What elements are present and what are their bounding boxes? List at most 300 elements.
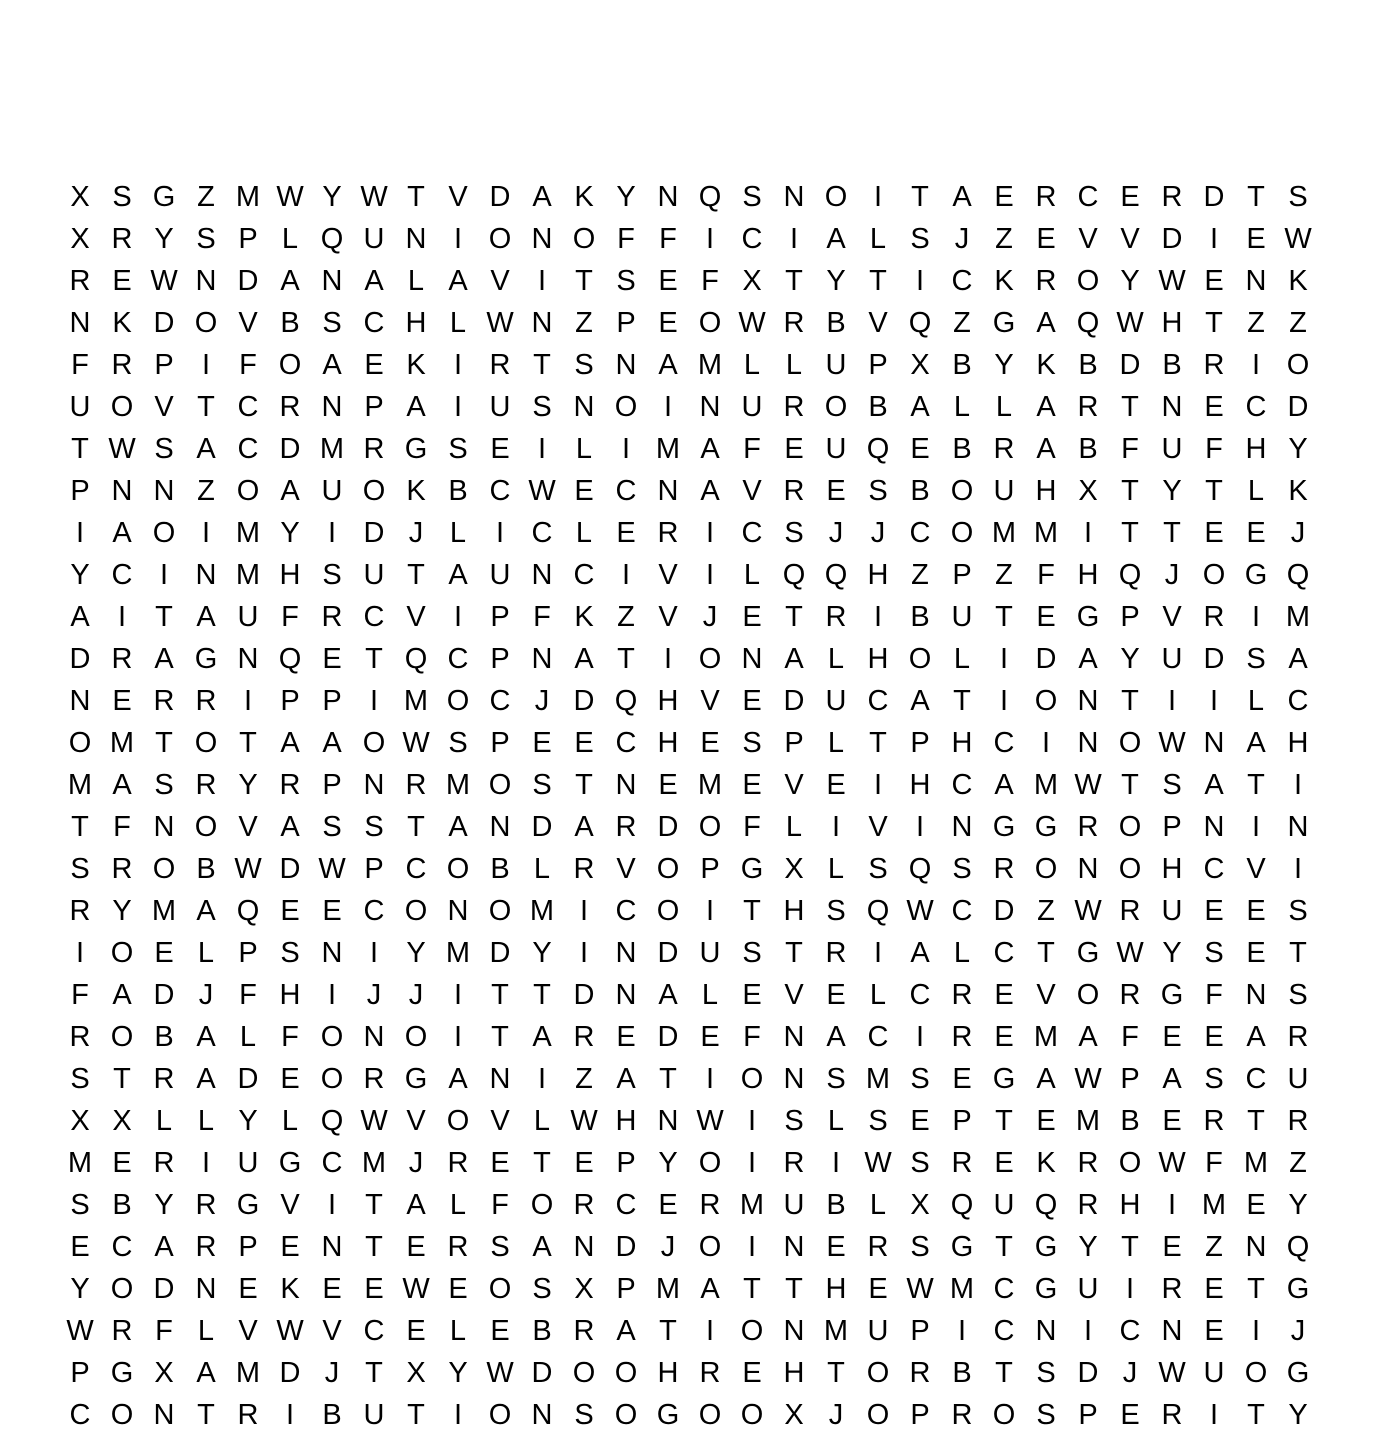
grid-letter[interactable]: F <box>659 222 677 255</box>
grid-letter[interactable]: L <box>743 558 761 591</box>
grid-letter[interactable]: I <box>495 516 505 549</box>
grid-letter[interactable]: F <box>155 1314 173 1347</box>
grid-letter[interactable]: N <box>1203 726 1225 759</box>
grid-letter[interactable]: V <box>322 1314 342 1347</box>
grid-letter[interactable]: R <box>825 600 847 633</box>
grid-letter[interactable]: T <box>1163 516 1181 549</box>
grid-letter[interactable]: S <box>112 180 132 213</box>
grid-letter[interactable]: L <box>953 642 971 675</box>
grid-letter[interactable]: A <box>154 1230 174 1263</box>
grid-letter[interactable]: U <box>1077 1272 1099 1305</box>
grid-letter[interactable]: D <box>279 852 301 885</box>
grid-letter[interactable]: N <box>531 222 553 255</box>
grid-letter[interactable]: E <box>574 726 594 759</box>
grid-letter[interactable]: H <box>279 558 301 591</box>
grid-letter[interactable]: M <box>361 1146 387 1179</box>
grid-letter[interactable]: I <box>1041 726 1051 759</box>
grid-letter[interactable]: N <box>489 1062 511 1095</box>
grid-letter[interactable]: D <box>1077 1356 1099 1389</box>
grid-letter[interactable]: M <box>109 726 135 759</box>
grid-letter[interactable]: C <box>1203 852 1225 885</box>
grid-letter[interactable]: E <box>1204 1314 1224 1347</box>
grid-letter[interactable]: V <box>406 600 426 633</box>
grid-letter[interactable]: R <box>279 390 301 423</box>
grid-letter[interactable]: H <box>909 768 931 801</box>
grid-letter[interactable]: F <box>71 978 89 1011</box>
grid-letter[interactable]: A <box>658 978 678 1011</box>
grid-letter[interactable]: R <box>993 852 1015 885</box>
grid-letter[interactable]: E <box>1204 1272 1224 1305</box>
grid-letter[interactable]: N <box>783 1020 805 1053</box>
grid-letter[interactable]: S <box>952 852 972 885</box>
grid-letter[interactable]: Z <box>995 558 1013 591</box>
grid-letter[interactable]: E <box>826 768 846 801</box>
grid-letter[interactable]: R <box>195 1230 217 1263</box>
grid-letter[interactable]: R <box>1161 180 1183 213</box>
grid-letter[interactable]: A <box>448 264 468 297</box>
grid-letter[interactable]: I <box>1125 1272 1135 1305</box>
grid-letter[interactable]: S <box>154 768 174 801</box>
grid-letter[interactable]: A <box>448 810 468 843</box>
grid-letter[interactable]: O <box>614 390 638 423</box>
grid-letter[interactable]: Y <box>154 222 174 255</box>
grid-letter[interactable]: R <box>1035 180 1057 213</box>
grid-letter[interactable]: Q <box>614 684 638 717</box>
grid-letter[interactable]: I <box>1167 1188 1177 1221</box>
grid-letter[interactable]: P <box>616 1146 636 1179</box>
grid-letter[interactable]: Q <box>698 180 722 213</box>
grid-letter[interactable]: O <box>740 1398 764 1431</box>
grid-letter[interactable]: A <box>952 180 972 213</box>
grid-letter[interactable]: G <box>194 642 218 675</box>
grid-letter[interactable]: X <box>70 1104 90 1137</box>
grid-letter[interactable]: V <box>784 768 804 801</box>
grid-letter[interactable]: H <box>1035 474 1057 507</box>
grid-letter[interactable]: S <box>280 936 300 969</box>
grid-letter[interactable]: Q <box>1034 1188 1058 1221</box>
grid-letter[interactable]: I <box>201 348 211 381</box>
grid-letter[interactable]: E <box>280 1062 300 1095</box>
grid-letter[interactable]: K <box>1288 474 1308 507</box>
grid-letter[interactable]: T <box>785 600 803 633</box>
grid-letter[interactable]: M <box>1243 1146 1269 1179</box>
grid-letter[interactable]: C <box>909 978 931 1011</box>
grid-letter[interactable]: P <box>280 684 300 717</box>
grid-letter[interactable]: O <box>194 810 218 843</box>
grid-letter[interactable]: Q <box>1118 558 1142 591</box>
grid-letter[interactable]: A <box>448 1062 468 1095</box>
grid-letter[interactable]: C <box>615 726 637 759</box>
grid-letter[interactable]: O <box>572 222 596 255</box>
grid-letter[interactable]: U <box>825 432 847 465</box>
grid-letter[interactable]: M <box>949 1272 975 1305</box>
grid-letter[interactable]: O <box>68 726 92 759</box>
grid-letter[interactable]: O <box>656 894 680 927</box>
grid-letter[interactable]: A <box>1036 390 1056 423</box>
grid-letter[interactable]: C <box>993 936 1015 969</box>
grid-letter[interactable]: L <box>281 222 299 255</box>
grid-letter[interactable]: E <box>448 1272 468 1305</box>
grid-letter[interactable]: N <box>1077 852 1099 885</box>
grid-letter[interactable]: E <box>826 978 846 1011</box>
grid-letter[interactable]: T <box>1247 180 1265 213</box>
grid-letter[interactable]: C <box>867 684 889 717</box>
grid-letter[interactable]: S <box>532 390 552 423</box>
grid-letter[interactable]: G <box>404 432 428 465</box>
grid-letter[interactable]: X <box>910 348 930 381</box>
grid-letter[interactable]: R <box>111 222 133 255</box>
grid-letter[interactable]: C <box>993 1314 1015 1347</box>
grid-letter[interactable]: I <box>1293 852 1303 885</box>
grid-letter[interactable]: R <box>1077 390 1099 423</box>
grid-letter[interactable]: X <box>154 1356 174 1389</box>
grid-letter[interactable]: R <box>405 768 427 801</box>
grid-letter[interactable]: S <box>826 894 846 927</box>
grid-letter[interactable]: B <box>910 474 930 507</box>
grid-letter[interactable]: D <box>531 810 553 843</box>
grid-letter[interactable]: I <box>999 642 1009 675</box>
grid-letter[interactable]: U <box>69 390 91 423</box>
grid-letter[interactable]: O <box>866 1356 890 1389</box>
grid-letter[interactable]: N <box>657 180 679 213</box>
grid-letter[interactable]: S <box>910 1146 930 1179</box>
grid-letter[interactable]: L <box>533 852 551 885</box>
grid-letter[interactable]: D <box>1119 348 1141 381</box>
grid-letter[interactable]: R <box>1203 348 1225 381</box>
grid-letter[interactable]: A <box>1036 432 1056 465</box>
grid-letter[interactable]: E <box>406 1230 426 1263</box>
grid-letter[interactable]: P <box>322 684 342 717</box>
grid-letter[interactable]: F <box>743 1020 761 1053</box>
grid-letter[interactable]: T <box>1247 1104 1265 1137</box>
grid-letter[interactable]: J <box>408 516 424 549</box>
grid-letter[interactable]: B <box>448 474 468 507</box>
grid-letter[interactable]: Y <box>532 936 552 969</box>
grid-letter[interactable]: O <box>446 684 470 717</box>
grid-letter[interactable]: J <box>660 1230 676 1263</box>
grid-letter[interactable]: C <box>363 894 385 927</box>
grid-letter[interactable]: W <box>1116 936 1144 969</box>
grid-letter[interactable]: X <box>784 852 804 885</box>
grid-letter[interactable]: Q <box>1286 558 1310 591</box>
grid-letter[interactable]: N <box>69 684 91 717</box>
grid-letter[interactable]: B <box>952 1356 972 1389</box>
grid-letter[interactable]: T <box>197 1398 215 1431</box>
grid-letter[interactable]: U <box>321 474 343 507</box>
grid-letter[interactable]: Z <box>995 222 1013 255</box>
grid-letter[interactable]: Y <box>238 1104 258 1137</box>
grid-letter[interactable]: T <box>407 180 425 213</box>
grid-letter[interactable]: R <box>1035 264 1057 297</box>
grid-letter[interactable]: N <box>363 768 385 801</box>
grid-letter[interactable]: V <box>238 810 258 843</box>
grid-letter[interactable]: D <box>1035 642 1057 675</box>
grid-letter[interactable]: H <box>783 894 805 927</box>
grid-letter[interactable]: Z <box>617 600 635 633</box>
grid-letter[interactable]: T <box>155 600 173 633</box>
grid-letter[interactable]: Y <box>658 1146 678 1179</box>
grid-letter[interactable]: O <box>698 1398 722 1431</box>
grid-letter[interactable]: E <box>322 894 342 927</box>
grid-letter[interactable]: G <box>1034 1272 1058 1305</box>
grid-letter[interactable]: T <box>239 726 257 759</box>
grid-letter[interactable]: E <box>1204 390 1224 423</box>
grid-letter[interactable]: A <box>910 936 930 969</box>
grid-letter[interactable]: N <box>111 474 133 507</box>
grid-letter[interactable]: Z <box>575 306 593 339</box>
grid-letter[interactable]: O <box>530 1188 554 1221</box>
grid-letter[interactable]: H <box>1287 726 1309 759</box>
grid-letter[interactable]: A <box>910 684 930 717</box>
grid-letter[interactable]: C <box>363 306 385 339</box>
grid-letter[interactable]: M <box>235 180 261 213</box>
grid-letter[interactable]: P <box>952 1104 972 1137</box>
grid-letter[interactable]: N <box>573 1230 595 1263</box>
grid-letter[interactable]: K <box>574 600 594 633</box>
grid-letter[interactable]: A <box>196 432 216 465</box>
grid-letter[interactable]: O <box>110 1020 134 1053</box>
grid-letter[interactable]: E <box>910 432 930 465</box>
grid-letter[interactable]: L <box>869 978 887 1011</box>
grid-letter[interactable]: Z <box>197 180 215 213</box>
grid-letter[interactable]: I <box>1251 600 1261 633</box>
grid-letter[interactable]: O <box>614 1398 638 1431</box>
grid-letter[interactable]: X <box>742 264 762 297</box>
grid-letter[interactable]: R <box>783 1146 805 1179</box>
grid-letter[interactable]: W <box>528 474 556 507</box>
grid-letter[interactable]: U <box>1203 1356 1225 1389</box>
grid-letter[interactable]: I <box>831 1146 841 1179</box>
grid-letter[interactable]: I <box>705 558 715 591</box>
grid-letter[interactable]: I <box>747 1146 757 1179</box>
grid-letter[interactable]: P <box>1120 1062 1140 1095</box>
grid-letter[interactable]: I <box>999 684 1009 717</box>
grid-letter[interactable]: D <box>1287 390 1309 423</box>
grid-letter[interactable]: E <box>1246 222 1266 255</box>
grid-letter[interactable]: P <box>1162 810 1182 843</box>
grid-letter[interactable]: K <box>112 306 132 339</box>
grid-letter[interactable]: N <box>615 768 637 801</box>
grid-letter[interactable]: W <box>696 1104 724 1137</box>
grid-letter[interactable]: Y <box>1162 936 1182 969</box>
grid-letter[interactable]: I <box>75 936 85 969</box>
grid-letter[interactable]: N <box>783 1314 805 1347</box>
grid-letter[interactable]: S <box>1036 1398 1056 1431</box>
grid-letter[interactable]: B <box>952 432 972 465</box>
grid-letter[interactable]: O <box>236 474 260 507</box>
grid-letter[interactable]: D <box>657 936 679 969</box>
grid-letter[interactable]: H <box>825 1272 847 1305</box>
grid-letter[interactable]: G <box>1034 1230 1058 1263</box>
grid-letter[interactable]: O <box>866 1398 890 1431</box>
grid-letter[interactable]: E <box>574 1146 594 1179</box>
grid-letter[interactable]: I <box>747 1230 757 1263</box>
grid-letter[interactable]: Y <box>154 1188 174 1221</box>
grid-letter[interactable]: V <box>238 306 258 339</box>
grid-letter[interactable]: M <box>697 348 723 381</box>
grid-letter[interactable]: U <box>363 222 385 255</box>
grid-letter[interactable]: E <box>1246 894 1266 927</box>
grid-letter[interactable]: W <box>318 852 346 885</box>
grid-letter[interactable]: E <box>364 348 384 381</box>
grid-letter[interactable]: E <box>994 180 1014 213</box>
grid-letter[interactable]: C <box>1119 1314 1141 1347</box>
grid-letter[interactable]: Q <box>320 222 344 255</box>
grid-letter[interactable]: Z <box>1289 306 1307 339</box>
grid-letter[interactable]: S <box>154 432 174 465</box>
grid-letter[interactable]: Q <box>908 306 932 339</box>
grid-letter[interactable]: W <box>1284 222 1312 255</box>
grid-letter[interactable]: R <box>1161 1398 1183 1431</box>
grid-letter[interactable]: U <box>237 600 259 633</box>
grid-letter[interactable]: I <box>327 978 337 1011</box>
grid-letter[interactable]: N <box>1161 390 1183 423</box>
grid-letter[interactable]: C <box>573 558 595 591</box>
grid-letter[interactable]: O <box>824 180 848 213</box>
grid-letter[interactable]: T <box>869 264 887 297</box>
grid-letter[interactable]: A <box>322 348 342 381</box>
grid-letter[interactable]: A <box>448 558 468 591</box>
grid-letter[interactable]: C <box>993 726 1015 759</box>
grid-letter[interactable]: I <box>537 264 547 297</box>
grid-letter[interactable]: G <box>110 1356 134 1389</box>
grid-letter[interactable]: H <box>867 642 889 675</box>
grid-letter[interactable]: U <box>783 1188 805 1221</box>
grid-letter[interactable]: O <box>488 1398 512 1431</box>
grid-letter[interactable]: R <box>1161 1272 1183 1305</box>
grid-letter[interactable]: I <box>621 558 631 591</box>
grid-letter[interactable]: H <box>615 1104 637 1137</box>
grid-letter[interactable]: Z <box>1289 1146 1307 1179</box>
grid-letter[interactable]: E <box>700 726 720 759</box>
grid-letter[interactable]: G <box>950 1230 974 1263</box>
grid-letter[interactable]: O <box>1034 852 1058 885</box>
grid-letter[interactable]: V <box>448 180 468 213</box>
grid-letter[interactable]: L <box>995 390 1013 423</box>
grid-letter[interactable]: R <box>489 348 511 381</box>
grid-letter[interactable]: N <box>321 264 343 297</box>
grid-letter[interactable]: M <box>151 894 177 927</box>
grid-letter[interactable]: O <box>614 1356 638 1389</box>
grid-letter[interactable]: C <box>741 222 763 255</box>
grid-letter[interactable]: L <box>827 642 845 675</box>
grid-letter[interactable]: R <box>657 516 679 549</box>
grid-letter[interactable]: O <box>488 222 512 255</box>
grid-letter[interactable]: D <box>657 1020 679 1053</box>
grid-letter[interactable]: E <box>112 1146 132 1179</box>
grid-letter[interactable]: A <box>700 474 720 507</box>
grid-letter[interactable]: R <box>615 810 637 843</box>
grid-letter[interactable]: C <box>951 768 973 801</box>
grid-letter[interactable]: E <box>1204 1020 1224 1053</box>
grid-letter[interactable]: O <box>698 1230 722 1263</box>
grid-letter[interactable]: D <box>237 1062 259 1095</box>
grid-letter[interactable]: D <box>573 978 595 1011</box>
grid-letter[interactable]: E <box>490 1314 510 1347</box>
grid-letter[interactable]: B <box>1162 348 1182 381</box>
grid-letter[interactable]: B <box>280 306 300 339</box>
grid-letter[interactable]: E <box>1246 516 1266 549</box>
grid-letter[interactable]: Q <box>1076 306 1100 339</box>
grid-letter[interactable]: Q <box>1286 1230 1310 1263</box>
grid-letter[interactable]: E <box>952 1062 972 1095</box>
grid-letter[interactable]: T <box>827 1356 845 1389</box>
grid-letter[interactable]: T <box>575 264 593 297</box>
grid-letter[interactable]: O <box>110 1272 134 1305</box>
grid-letter[interactable]: Y <box>322 180 342 213</box>
grid-letter[interactable]: C <box>405 852 427 885</box>
grid-letter[interactable]: A <box>196 894 216 927</box>
grid-letter[interactable]: J <box>534 684 550 717</box>
grid-letter[interactable]: P <box>910 1314 930 1347</box>
grid-letter[interactable]: Y <box>994 348 1014 381</box>
grid-letter[interactable]: T <box>1121 474 1139 507</box>
grid-letter[interactable]: M <box>403 684 429 717</box>
grid-letter[interactable]: N <box>741 642 763 675</box>
grid-letter[interactable]: Q <box>404 642 428 675</box>
grid-letter[interactable]: Y <box>1120 642 1140 675</box>
grid-letter[interactable]: X <box>70 180 90 213</box>
grid-letter[interactable]: R <box>111 348 133 381</box>
grid-letter[interactable]: J <box>1122 1356 1138 1389</box>
grid-letter[interactable]: I <box>831 810 841 843</box>
grid-letter[interactable]: F <box>701 264 719 297</box>
grid-letter[interactable]: O <box>320 1020 344 1053</box>
grid-letter[interactable]: A <box>1204 768 1224 801</box>
grid-letter[interactable]: R <box>111 642 133 675</box>
grid-letter[interactable]: T <box>1121 768 1139 801</box>
grid-letter[interactable]: I <box>621 432 631 465</box>
grid-letter[interactable]: C <box>909 516 931 549</box>
grid-letter[interactable]: A <box>658 348 678 381</box>
grid-letter[interactable]: I <box>1251 810 1261 843</box>
grid-letter[interactable]: G <box>740 852 764 885</box>
grid-letter[interactable]: U <box>951 600 973 633</box>
grid-letter[interactable]: W <box>150 264 178 297</box>
grid-letter[interactable]: N <box>1287 810 1309 843</box>
grid-letter[interactable]: T <box>533 1146 551 1179</box>
grid-letter[interactable]: S <box>742 936 762 969</box>
grid-letter[interactable]: O <box>740 1314 764 1347</box>
grid-letter[interactable]: P <box>70 1356 90 1389</box>
grid-letter[interactable]: H <box>1161 306 1183 339</box>
grid-letter[interactable]: Y <box>406 936 426 969</box>
grid-letter[interactable]: I <box>453 978 463 1011</box>
grid-letter[interactable]: A <box>280 264 300 297</box>
grid-letter[interactable]: C <box>237 390 259 423</box>
grid-letter[interactable]: T <box>659 1062 677 1095</box>
grid-letter[interactable]: N <box>321 1230 343 1263</box>
grid-letter[interactable]: Y <box>1288 1398 1308 1431</box>
grid-letter[interactable]: W <box>486 1356 514 1389</box>
grid-letter[interactable]: O <box>446 1104 470 1137</box>
grid-letter[interactable]: C <box>237 432 259 465</box>
grid-letter[interactable]: N <box>531 306 553 339</box>
grid-letter[interactable]: E <box>910 1104 930 1137</box>
grid-letter[interactable]: T <box>491 1020 509 1053</box>
grid-letter[interactable]: E <box>322 1272 342 1305</box>
grid-letter[interactable]: W <box>864 1146 892 1179</box>
grid-letter[interactable]: L <box>785 348 803 381</box>
grid-letter[interactable]: D <box>1203 180 1225 213</box>
grid-letter[interactable]: R <box>447 1146 469 1179</box>
grid-letter[interactable]: R <box>447 1230 469 1263</box>
grid-letter[interactable]: F <box>239 978 257 1011</box>
grid-letter[interactable]: D <box>531 1356 553 1389</box>
grid-letter[interactable]: E <box>1162 1020 1182 1053</box>
grid-letter[interactable]: Q <box>278 642 302 675</box>
grid-letter[interactable]: W <box>360 1104 388 1137</box>
